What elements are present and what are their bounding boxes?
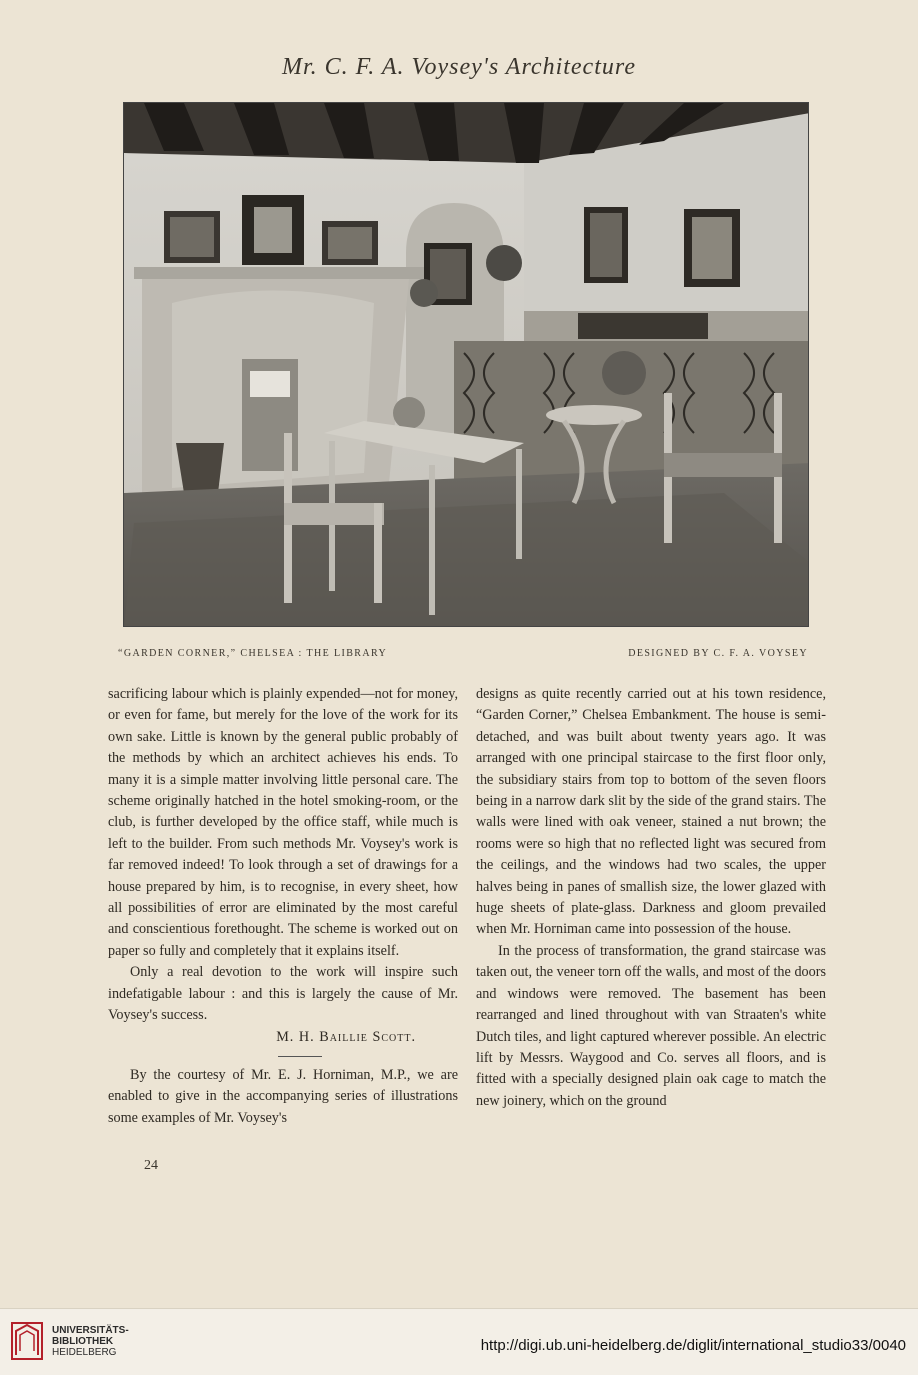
page-number: 24 [144, 1158, 158, 1173]
left-column [108, 684, 458, 1129]
library-photograph [123, 102, 809, 627]
author-signature: M. H. Baillie Scott. [276, 1028, 416, 1045]
right-column [476, 684, 826, 1112]
paragraph: By the courtesy of Mr. E. J. Horniman, M.P., we are enabled to give in the accompanying series of illustrations some examples of Mr. Voysey's [108, 1066, 458, 1126]
digitization-footer [0, 1308, 918, 1375]
library-name: UNIVERSITÄTS- BIBLIOTHEK HEIDELBERG [52, 1325, 129, 1358]
paragraph: sacrificing labour which is plainly expended—not for money, or even for fame, but merely for the love of the work for its own sake. Little is known by the general public probably of the methods by which an architect achieves his ends. To many it is a simple matter involving little personal care. The scheme originally hatched in the hotel smoking-room, or the club, is further developed by the office staff, while much is left to the builder. From such methods Mr. Voysey's work is far removed indeed! To look through a set of drawings for a house prepared by him, is to recognise, in every sheet, how all possibilities of error are eliminated by the most careful and conscientious forethought. The scheme is worked out on paper so fully and completely that it explains itself. [108, 686, 458, 959]
divider [278, 1056, 322, 1057]
running-title: Mr. C. F. A. Voysey's Architecture [282, 54, 636, 80]
paragraph: designs as quite recently carried out at his town residence, “Garden Corner,” Chelsea Embankment. The house is semi-detached, and was built about twenty years ago. It was arranged with one principal staircase to the first floor only, the subsidiary stairs from top to bottom of the seven floors being in a narrow dark slit by the side of the grand stairs. The walls were lined with oak veneer, stained a nut brown; the rooms were so high that no reflected light was secured from the ceilings, and the windows had two scales, the upper halves being in panes of smallish size, the lower glazed with huge sheets of plate-glass. Darkness and gloom prevailed when Mr. Horniman came into possession of the house. [476, 686, 826, 938]
figure-credit: DESIGNED BY C. F. A. VOYSEY [628, 648, 808, 659]
paragraph: Only a real devotion to the work will inspire such indefatigable labour : and this is largely the cause of Mr. Voysey's success. [108, 964, 458, 1024]
figure-caption: “GARDEN CORNER,” CHELSEA : THE LIBRARY [118, 648, 388, 659]
library-logo-icon [10, 1321, 44, 1361]
paragraph: In the process of transformation, the grand staircase was taken out, the veneer torn off the walls, and most of the doors and windows were removed. The basement has been rearranged and lined throughout with van Straaten's white Dutch tiles, and light captured wherever possible. An electric lift by Messrs. Waygood and Co. serves all floors, and is fitted with a specially designed plain oak cage to match the new joinery, which on the ground [476, 942, 826, 1109]
source-url-link[interactable]: http://digi.ub.uni-heidelberg.de/diglit/international_studio33/0040 [480, 1337, 906, 1354]
library-interior-illustration [124, 103, 809, 627]
